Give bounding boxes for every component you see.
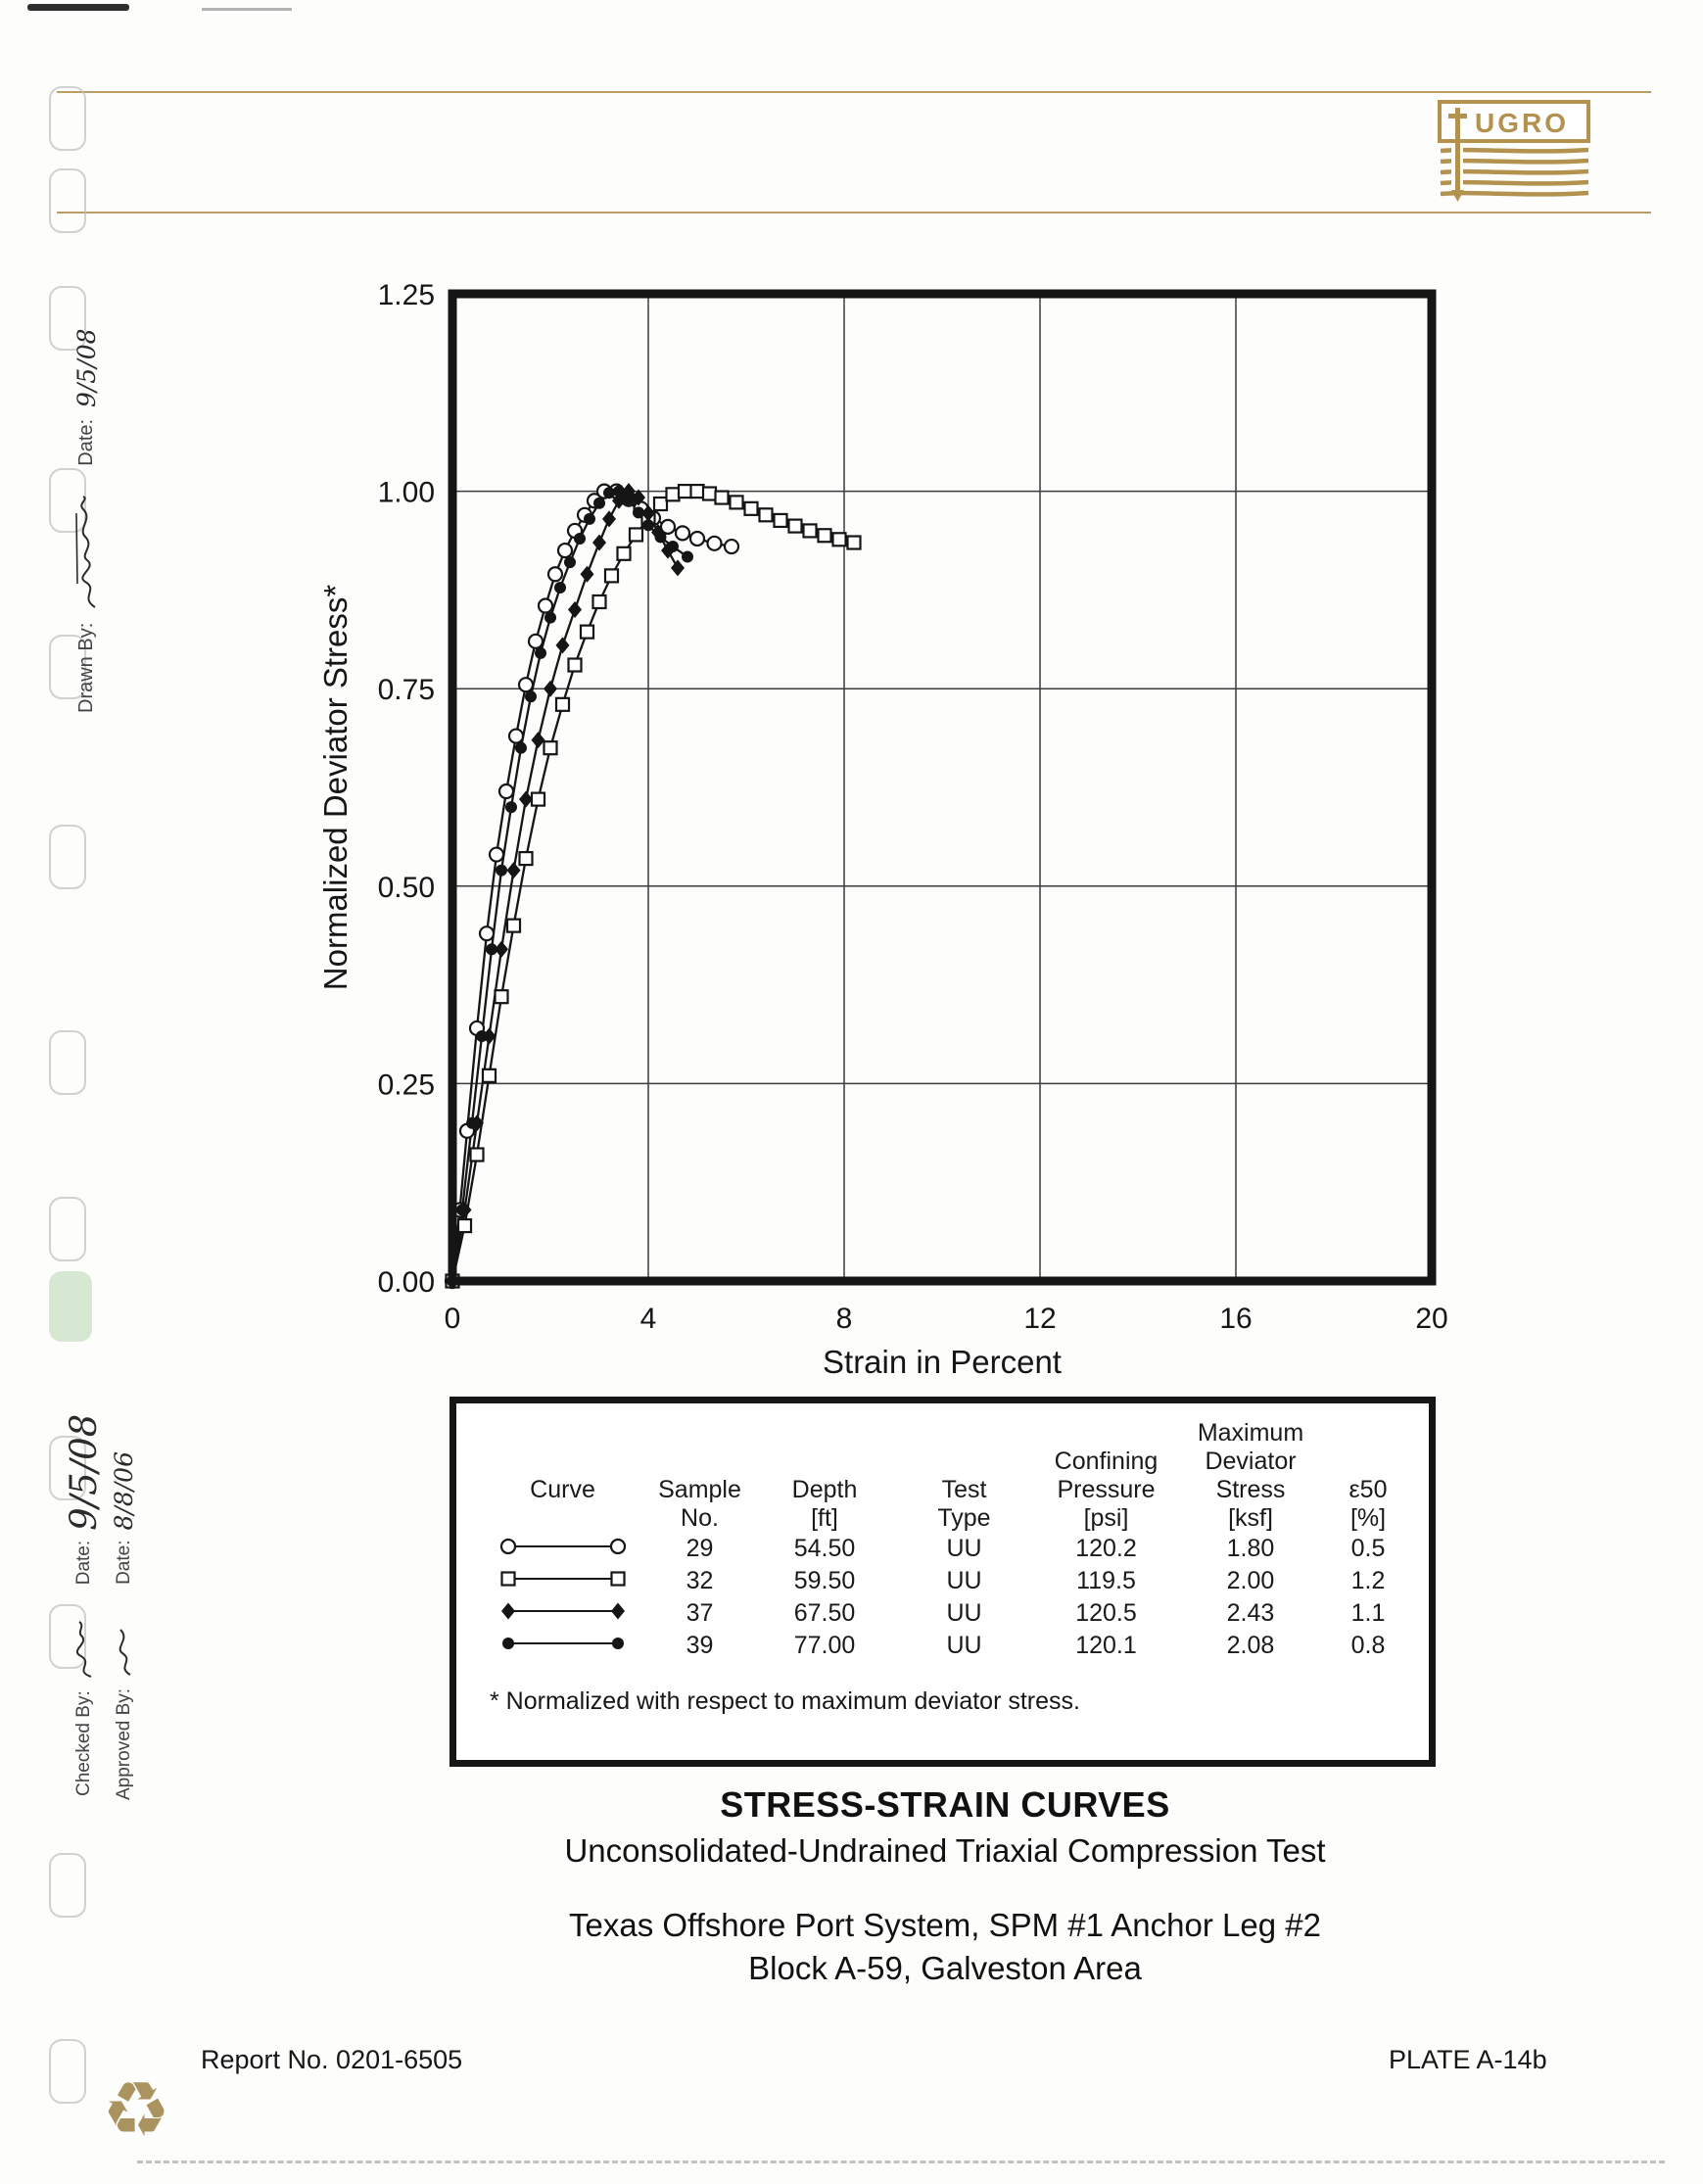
legend-cell: UU	[946, 1567, 982, 1594]
plate-subtitle: Unconsolidated-Undrained Triaxial Compression Test	[564, 1832, 1326, 1869]
legend-header-cell	[1324, 1419, 1412, 1448]
hole-punch-highlight	[49, 1271, 92, 1342]
legend-cell: 119.5	[1076, 1567, 1136, 1594]
checked-by-block	[63, 1336, 105, 1796]
legend-cell: 59.50	[793, 1567, 856, 1594]
legend-header-cell	[482, 1448, 643, 1476]
legend-header-cell	[1324, 1448, 1412, 1476]
legend-header-cell: Curve	[530, 1476, 595, 1503]
report-number: Report No. 0201-6505	[201, 2045, 463, 2074]
svg-text:0.50: 0.50	[377, 871, 435, 904]
checked-date-value: 9/5/08	[63, 1413, 105, 1531]
project-line-2: Block A-59, Galveston Area	[748, 1950, 1142, 1986]
legend-cell: 67.50	[793, 1599, 856, 1627]
legend-cell: 0.8	[1350, 1632, 1386, 1659]
legend-header-cell: No.	[681, 1504, 719, 1532]
scan-mark	[202, 8, 292, 11]
legend-header-cell	[756, 1419, 893, 1448]
svg-text:0.25: 0.25	[377, 1068, 435, 1102]
legend-cell: 54.50	[793, 1535, 856, 1562]
legend-header-cell	[893, 1419, 1035, 1448]
legend-row	[482, 1565, 1412, 1597]
legend-cell: 37	[686, 1599, 714, 1627]
legend-header-cell	[643, 1419, 756, 1448]
legend-cell: 32	[686, 1567, 714, 1594]
legend-header-cell: Test	[941, 1476, 987, 1503]
title-block	[294, 1784, 1596, 1987]
curve-symbol-icon	[482, 1630, 643, 1662]
recycle-icon: ♻	[102, 2066, 170, 2155]
legend-table	[482, 1419, 1412, 1662]
legend-cell: 120.5	[1075, 1599, 1137, 1627]
legend-cell: 29	[686, 1535, 714, 1562]
legend-cell: 120.2	[1075, 1535, 1137, 1562]
legend-header-cell: [psi]	[1083, 1504, 1129, 1532]
legend-cell: UU	[946, 1535, 982, 1562]
legend-rows	[482, 1533, 1412, 1662]
legend-cell: 120.1	[1075, 1632, 1137, 1659]
legend-row	[482, 1597, 1412, 1630]
legend-cell: 39	[686, 1632, 714, 1659]
approved-date-value: 8/8/06	[110, 1451, 138, 1531]
legend-cell: UU	[946, 1599, 982, 1627]
stress-strain-chart	[294, 262, 1469, 1389]
curve-symbol-icon	[482, 1565, 643, 1597]
drawn-by-label: Drawn By:	[75, 622, 97, 713]
legend-cell: 2.08	[1226, 1632, 1275, 1659]
svg-text:0: 0	[444, 1303, 461, 1335]
legend-cell: UU	[946, 1632, 982, 1659]
legend-row	[482, 1533, 1412, 1565]
drawn-by-signature	[73, 496, 101, 611]
svg-text:1.25: 1.25	[377, 279, 435, 311]
svg-text:8: 8	[835, 1303, 853, 1335]
svg-text:20: 20	[1415, 1303, 1448, 1335]
drawn-date-label: Date:	[75, 418, 97, 466]
legend-cell: 1.1	[1350, 1599, 1386, 1627]
letterhead-rule-top	[57, 91, 1651, 93]
hole-punch	[49, 1030, 86, 1095]
drawn-date-value: 9/5/08	[72, 328, 101, 407]
legend-header-cell: Maximum	[1197, 1419, 1304, 1447]
legend-header-cell: Stress	[1215, 1476, 1286, 1503]
legend-cell: 1.2	[1350, 1567, 1386, 1594]
legend-header-cell	[1035, 1419, 1177, 1448]
fugro-logo	[1438, 100, 1594, 208]
legend-cell: 1.80	[1226, 1535, 1275, 1562]
checked-date-label: Date:	[72, 1540, 94, 1586]
svg-text:0.75: 0.75	[377, 674, 435, 707]
plate-number: PLATE A-14b	[1389, 2045, 1547, 2074]
drawn-by-block	[72, 311, 101, 713]
legend-header-main	[482, 1476, 1412, 1504]
letterhead-rule-bottom	[57, 212, 1651, 214]
normalization-footnote: * Normalized with respect to maximum deviator stress.	[490, 1687, 1080, 1715]
svg-text:16: 16	[1219, 1303, 1253, 1335]
plate-title: STRESS-STRAIN CURVES	[720, 1784, 1170, 1825]
approved-by-label: Approved By:	[113, 1687, 134, 1800]
checked-by-signature	[71, 1620, 97, 1681]
legend-cell: 77.00	[793, 1632, 856, 1659]
legend-header-cell: Depth	[791, 1476, 858, 1503]
approved-by-block	[110, 1340, 138, 1800]
page-bottom-edge	[137, 2160, 1665, 2163]
legend-header	[482, 1419, 1412, 1533]
svg-text:Normalized Deviator Stress*: Normalized Deviator Stress*	[317, 584, 354, 991]
scan-mark	[27, 4, 129, 11]
legend-cell: 2.43	[1226, 1599, 1275, 1627]
approved-by-signature	[113, 1628, 136, 1679]
legend-header-cell	[643, 1448, 756, 1476]
legend-header-mid	[482, 1448, 1412, 1476]
legend-header-cell: Pressure	[1057, 1476, 1156, 1503]
legend-cell: 2.00	[1226, 1567, 1275, 1594]
legend-header-cell: [ft]	[811, 1504, 838, 1532]
svg-text:0.00: 0.00	[377, 1266, 435, 1299]
approved-date-label: Date:	[113, 1540, 134, 1585]
legend-header-cell: ε50	[1348, 1476, 1388, 1503]
hole-punch	[49, 2039, 86, 2104]
svg-text:Strain in Percent: Strain in Percent	[823, 1344, 1062, 1380]
curve-symbol-icon	[482, 1533, 643, 1565]
checked-by-label: Checked By:	[72, 1690, 94, 1796]
legend-header-cell: Deviator	[1205, 1448, 1297, 1475]
legend-header-cell: [ksf]	[1228, 1504, 1273, 1532]
project-line-1: Texas Offshore Port System, SPM #1 Anchor Leg #2	[569, 1907, 1321, 1943]
hole-punch	[49, 1197, 86, 1261]
legend-header-cell: [%]	[1349, 1504, 1387, 1532]
svg-text:4: 4	[639, 1303, 657, 1335]
legend-header-top	[482, 1419, 1412, 1448]
legend-header-cell: Sample	[658, 1476, 741, 1503]
svg-text:12: 12	[1023, 1303, 1057, 1335]
legend-header-cell: Type	[937, 1504, 991, 1532]
hole-punch	[49, 1853, 86, 1918]
legend-header-cell	[756, 1448, 893, 1476]
svg-text:1.00: 1.00	[377, 476, 435, 509]
legend-header-cell	[482, 1504, 643, 1533]
hole-punch	[49, 86, 86, 151]
curve-symbol-icon	[482, 1597, 643, 1630]
legend-cell: 0.5	[1350, 1535, 1386, 1562]
legend-header-cell	[893, 1448, 1035, 1476]
legend-header-sub	[482, 1504, 1412, 1533]
legend-header-cell: Confining	[1054, 1448, 1159, 1475]
legend-header-cell	[482, 1419, 643, 1448]
legend-box	[449, 1397, 1436, 1767]
hole-punch	[49, 825, 86, 889]
hole-punch	[49, 168, 86, 233]
fugro-logo-text: UGRO	[1475, 108, 1569, 138]
legend-row	[482, 1630, 1412, 1662]
